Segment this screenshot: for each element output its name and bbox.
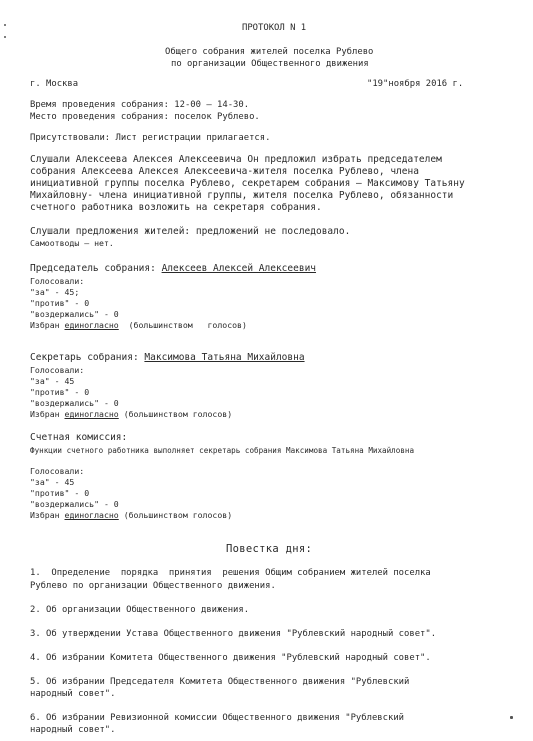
- agenda-title: Повестка дня:: [226, 543, 313, 555]
- heard-line-2: собрания Алексеева Алексея Алексеевича-жителя поселка Рублево, члена: [30, 166, 419, 177]
- counting-votes-abstained: "воздержались" - 0: [30, 499, 119, 509]
- protocol-subtitle-line-2: по организации Общественного движения: [171, 59, 369, 69]
- agenda-item-5-line-2: народный совет".: [30, 689, 116, 699]
- counting-elected: Избран: [30, 510, 60, 520]
- chair-elected: Избран: [30, 320, 60, 330]
- secretary-elected: Избран: [30, 409, 60, 419]
- agenda-item-5-line-1: 5. Об избрании Председателя Комитета Общественного движения "Рублевский: [30, 677, 410, 687]
- counting-unanimous: единогласно: [64, 510, 119, 520]
- self-withdrawal-line: Самоотводы – нет.: [30, 238, 114, 248]
- agenda-item-2: 2. Об организации Общественного движения.: [30, 605, 250, 615]
- chair-heading: [30, 263, 316, 276]
- counting-commission-note: Функции счетного работника выполняет секретарь собрания Максимова Татьяна Михайловна: [30, 446, 415, 455]
- secretary-label: Секретарь собрания:: [30, 352, 139, 363]
- agenda-item-1-line-2: Рублево по организации Общественного движения.: [30, 581, 276, 591]
- heard-line-5: счетного работника возложить на секретаря собрания.: [30, 202, 322, 213]
- chair-unanimous: единогласно: [64, 320, 119, 330]
- document-date: "19"ноября 2016 г.: [367, 79, 464, 89]
- secretary-votes-against: "против" - 0: [30, 387, 90, 397]
- city: г. Москва: [30, 79, 79, 89]
- secretary-voted: Голосовали:: [30, 365, 85, 375]
- agenda-item-3: 3. Об утверждении Устава Общественного движения "Рублевский народный совет".: [30, 629, 437, 639]
- secretary-votes-for: "за" - 45: [30, 376, 75, 386]
- counting-votes-for: "за" - 45: [30, 477, 75, 487]
- proposals-line: Слушали предложения жителей: предложений не последовало.: [30, 226, 351, 237]
- counting-voted: Голосовали:: [30, 466, 85, 476]
- chair-name: Алексеев Алексей Алексеевич: [161, 263, 317, 274]
- secretary-heading: [30, 352, 305, 365]
- heard-line-3: инициативной группы поселка Рублево, секретарем собрания – Максимову Татьяну: [30, 178, 465, 189]
- meeting-place: Место проведения собрания: поселок Рублево.: [30, 112, 260, 122]
- heard-line-1: Слушали Алексеева Алексея Алексеевича Он предложил избрать председателем: [30, 154, 442, 165]
- agenda-item-1-line-1: 1. Определение порядка принятия решения Общим собранием жителей поселка: [30, 568, 431, 578]
- chair-elected-line: [30, 320, 247, 332]
- scan-speck: [4, 36, 6, 38]
- counting-elected-line: [30, 510, 232, 522]
- heard-line-4: Михайловну- члена инициативной группы, жителя поселка Рублево, обязанности: [30, 190, 454, 201]
- protocol-subtitle-line-1: Общего собрания жителей поселка Рублево: [165, 47, 374, 57]
- scan-speck: [510, 716, 513, 719]
- meeting-time: Время проведения собрания: 12-00 – 14-30.: [30, 100, 250, 110]
- chair-votes-against: "против" - 0: [30, 298, 90, 308]
- chair-label: Председатель собрания:: [30, 263, 156, 274]
- counting-majority: (большинством голосов): [123, 510, 233, 520]
- secretary-elected-line: [30, 409, 232, 421]
- protocol-title: ПРОТОКОЛ N 1: [242, 23, 307, 33]
- secretary-name: Максимова Татьяна Михайловна: [144, 352, 305, 363]
- agenda-item-6-line-1: 6. Об избрании Ревизионной комиссии Общественного движения "Рублевский: [30, 713, 405, 723]
- agenda-item-4: 4. Об избрании Комитета Общественного движения "Рублевский народный совет".: [30, 653, 431, 663]
- chair-votes-abstained: "воздержались" - 0: [30, 309, 119, 319]
- secretary-unanimous: единогласно: [64, 409, 119, 419]
- chair-majority: (большинством голосов): [128, 320, 247, 330]
- counting-votes-against: "против" - 0: [30, 488, 90, 498]
- secretary-votes-abstained: "воздержались" - 0: [30, 398, 119, 408]
- agenda-item-6-line-2: народный совет".: [30, 725, 116, 735]
- counting-commission-label: Счетная комиссия:: [30, 432, 128, 443]
- scan-speck: [4, 24, 6, 26]
- chair-votes-for: "за" - 45;: [30, 287, 80, 297]
- attendance-line: Присутствовали: Лист регистрации прилагается.: [30, 133, 271, 143]
- secretary-majority: (большинством голосов): [123, 409, 233, 419]
- chair-voted: Голосовали:: [30, 276, 85, 286]
